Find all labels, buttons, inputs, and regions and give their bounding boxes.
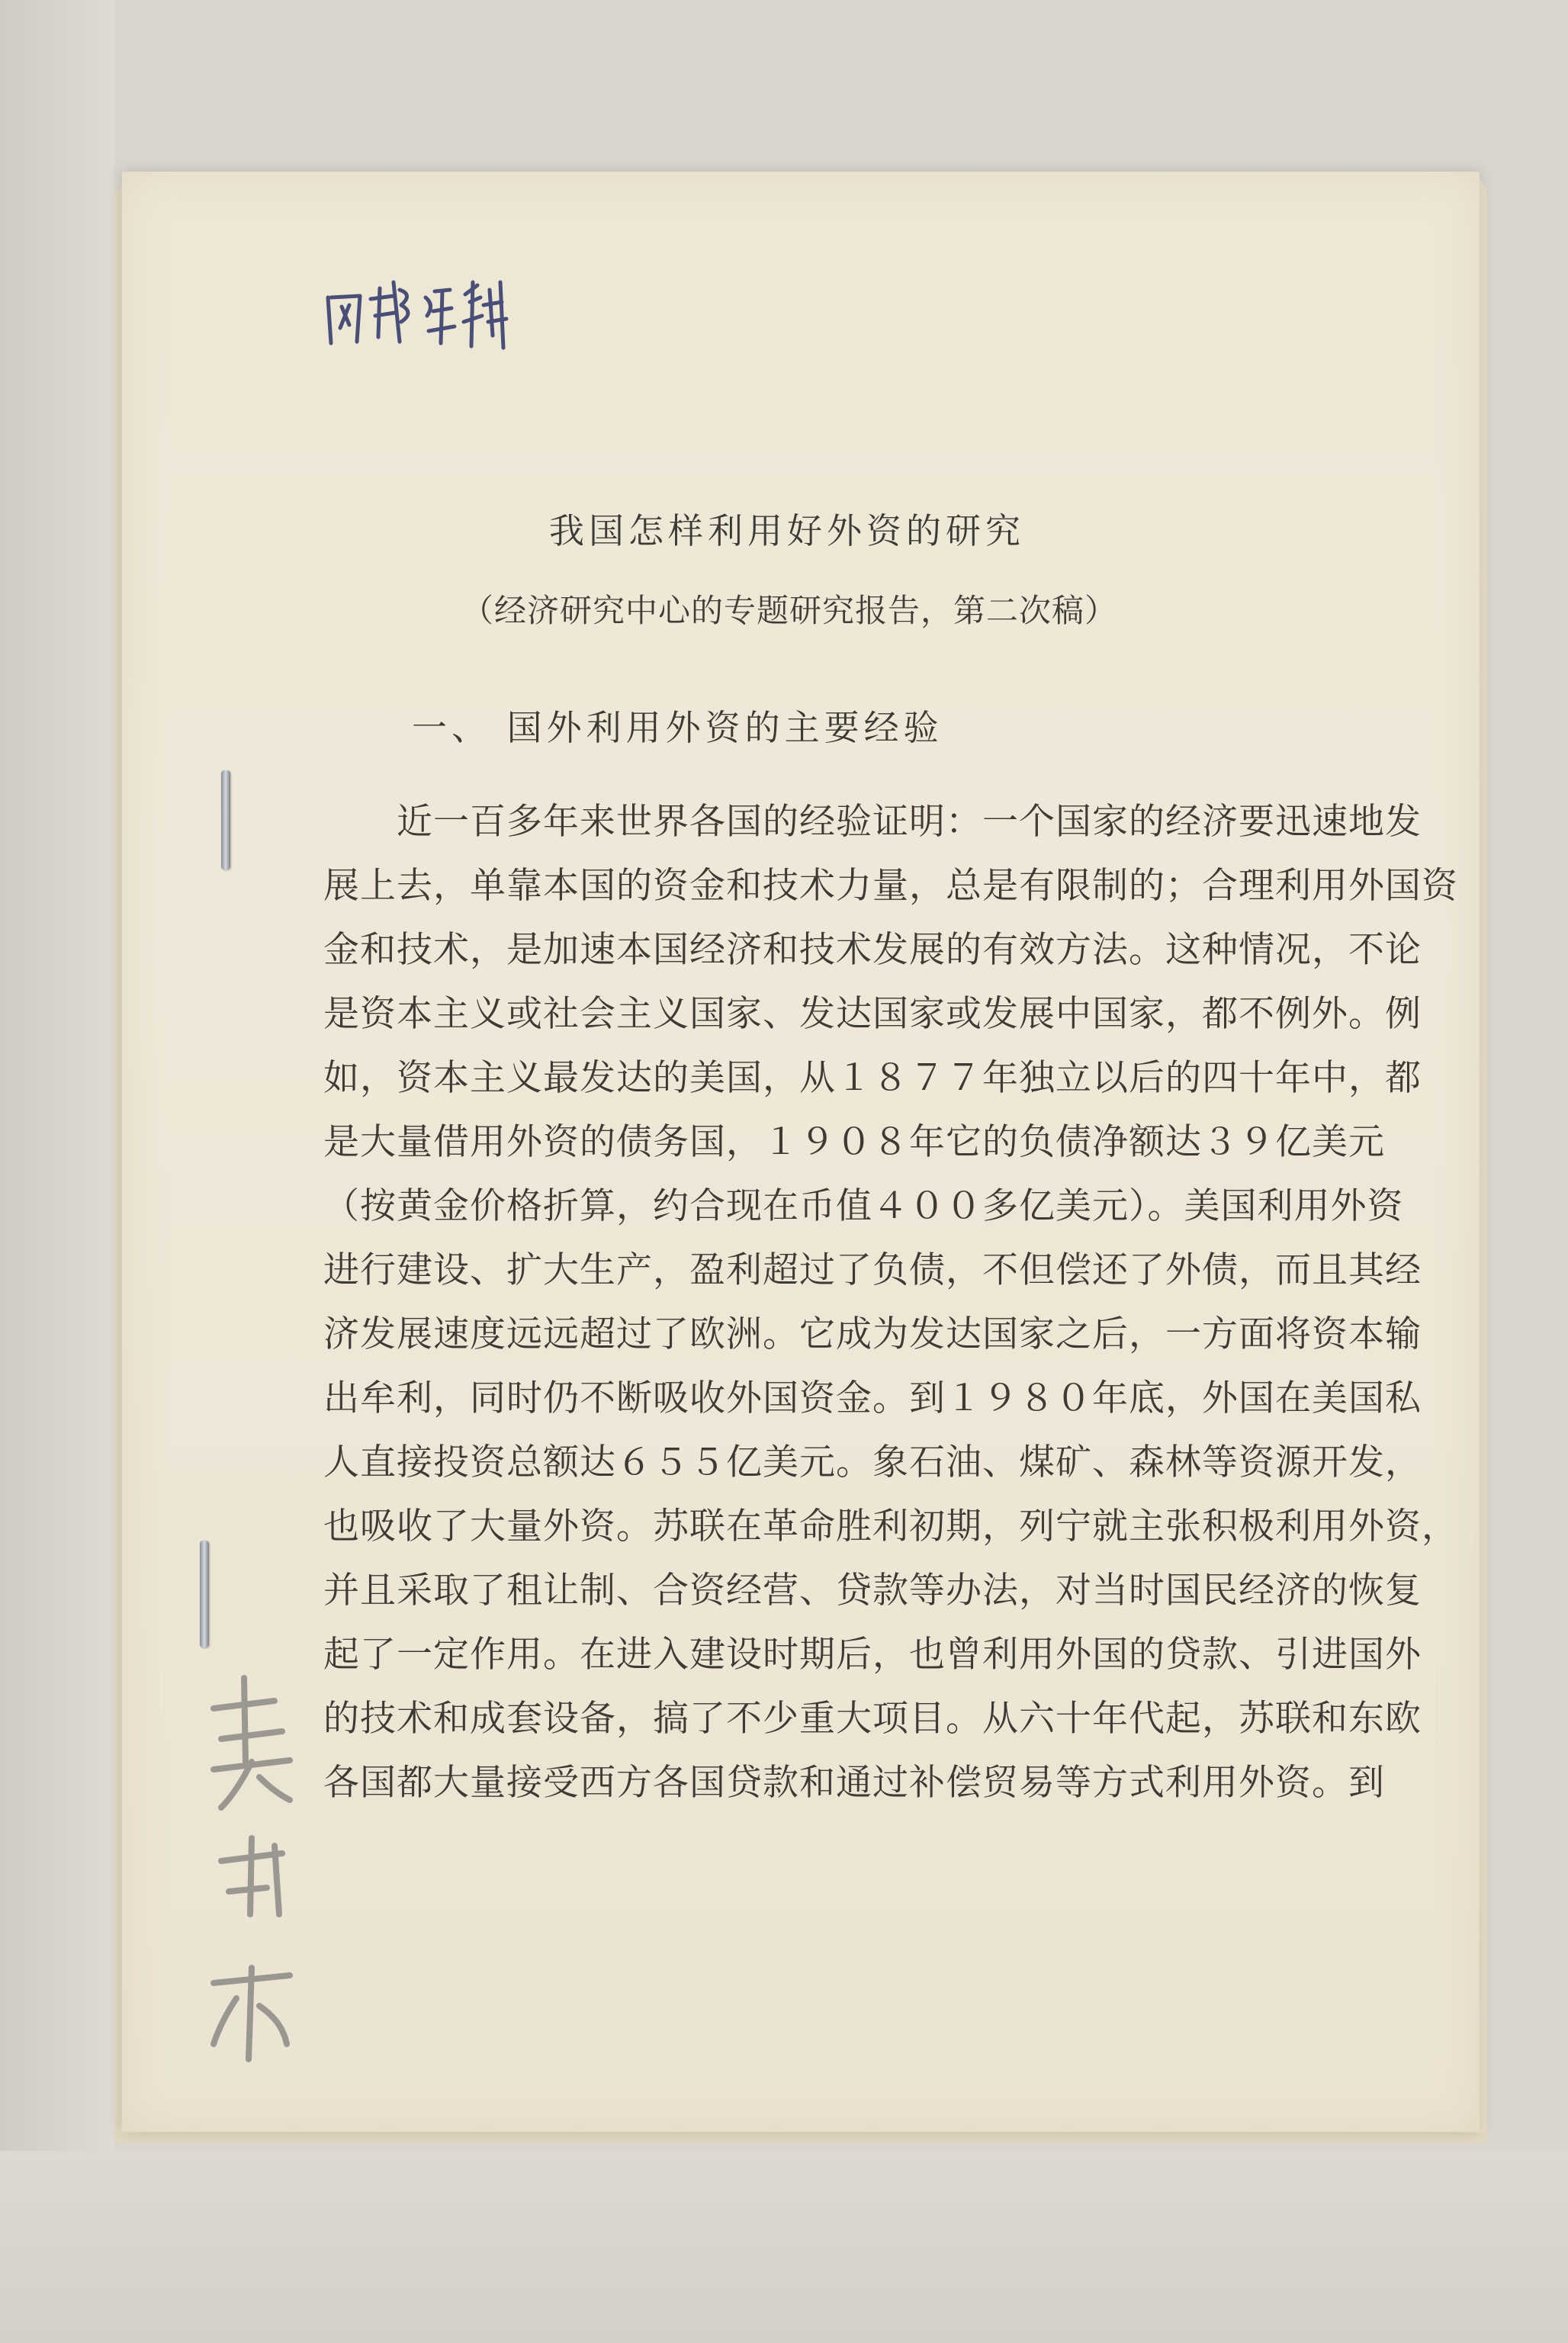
handwritten-margin-note (191, 1663, 313, 2075)
document-title: 我国怎样利用好外资的研究 (549, 510, 1025, 551)
body-line: 人直接投资总额达６５５亿美元。象石油、煤矿、森林等资源开发， (323, 1441, 1422, 1483)
body-line: 展上去，单靠本国的资金和技术力量，总是有限制的；合理利用外国资 (323, 865, 1458, 907)
body-line: 的技术和成套设备，搞了不少重大项目。从六十年代起，苏联和东欧 (323, 1698, 1422, 1740)
body-line: 并且采取了租让制、合资经营、贷款等办法，对当时国民经济的恢复 (323, 1570, 1422, 1612)
body-line: （按黄金价格折算，约合现在币值４００多亿美元）。美国利用外资 (323, 1185, 1404, 1227)
body-line: 也吸收了大量外资。苏联在革命胜利初期，列宁就主张积极利用外资， (323, 1506, 1458, 1548)
document-subtitle: （经济研究中心的专题研究报告，第二次稿） (461, 592, 1118, 629)
background-left (0, 0, 114, 2343)
body-text (323, 793, 1458, 1818)
body-line: 进行建设、扩大生产，盈利超过了负债，不但偿还了外债，而且其经 (323, 1249, 1422, 1291)
staple (200, 1541, 209, 1647)
staple (221, 770, 230, 869)
body-line: 是大量借用外资的债务国，１９０８年它的负债净额达３９亿美元 (323, 1121, 1385, 1163)
body-line: 各国都大量接受西方各国贷款和通过补偿贸易等方式利用外资。到 (323, 1762, 1385, 1804)
background-bottom (0, 2151, 1568, 2343)
body-line: 出牟利，同时仍不断吸收外国资金。到１９８０年底，外国在美国私 (323, 1377, 1422, 1419)
body-line: 近一百多年来世界各国的经验证明：一个国家的经济要迅速地发 (397, 801, 1422, 843)
body-line: 是资本主义或社会主义国家、发达国家或发展中国家，都不例外。例 (323, 993, 1422, 1035)
body-line: 金和技术，是加速本国经济和技术发展的有效方法。这种情况，不论 (323, 929, 1422, 971)
section-heading: 一、 国外利用外资的主要经验 (412, 707, 943, 748)
body-line: 济发展速度远远超过了欧洲。它成为发达国家之后，一方面将资本输 (323, 1313, 1422, 1355)
body-line: 起了一定作用。在进入建设时期后，也曾利用外国的贷款、引进国外 (323, 1634, 1422, 1676)
handwritten-note (320, 252, 549, 366)
body-line: 如，资本主义最发达的美国，从１８７７年独立以后的四十年中，都 (323, 1057, 1422, 1099)
